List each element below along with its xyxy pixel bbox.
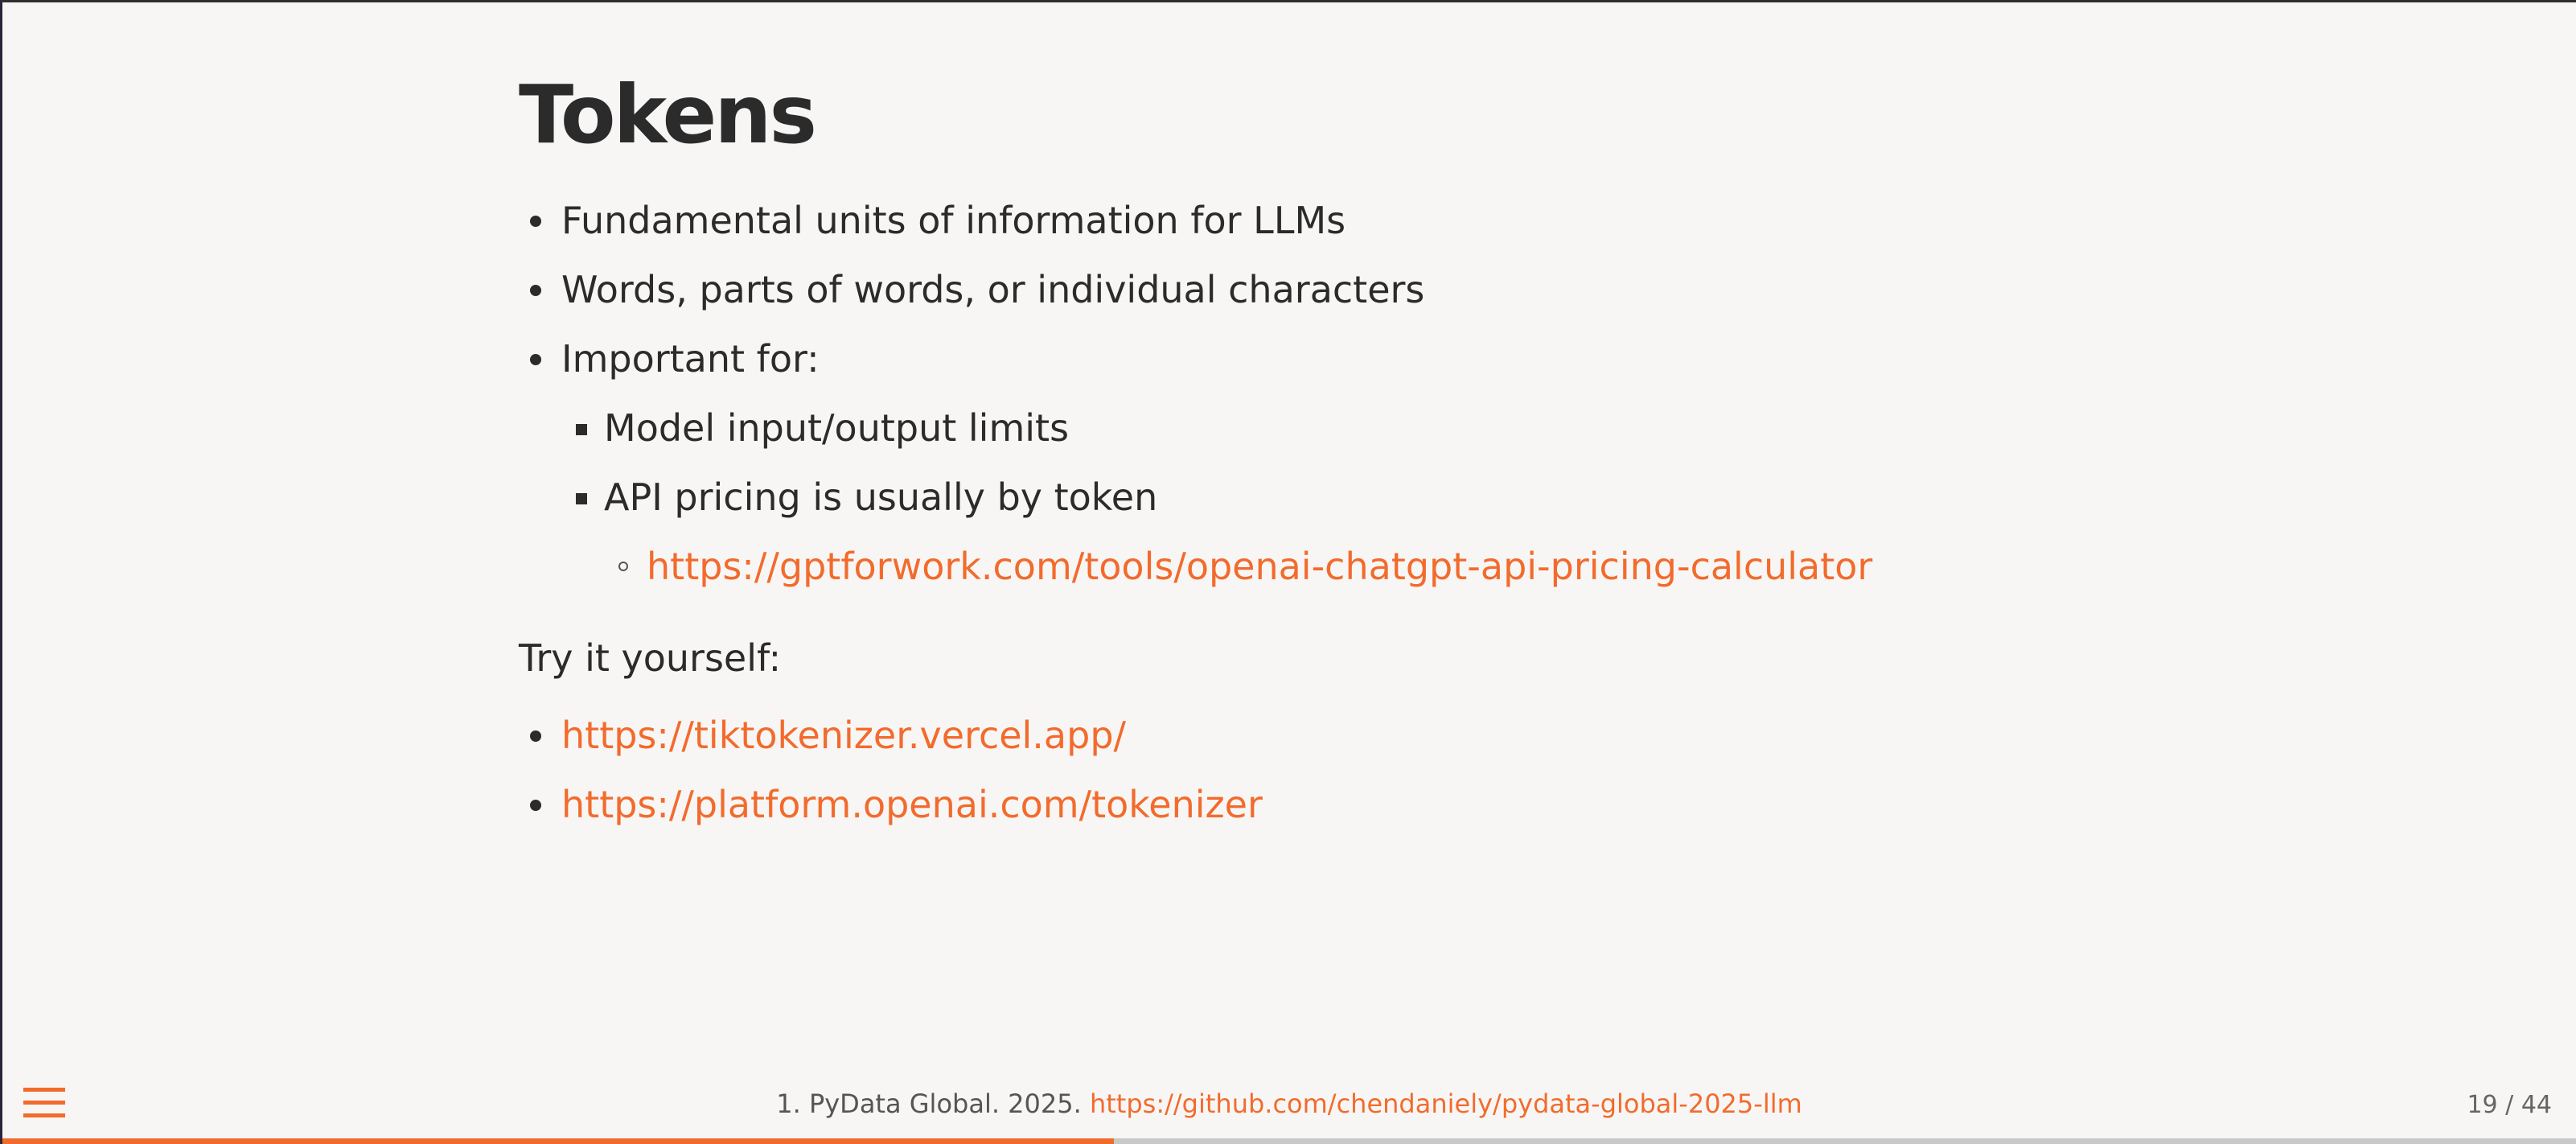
bullet-square-icon	[576, 424, 587, 435]
bullet-circle-icon	[618, 562, 628, 571]
footer-repo-link[interactable]: https://github.com/chendaniely/pydata-global-2025-llm	[1089, 1088, 1802, 1119]
tiktokenizer-link[interactable]: https://tiktokenizer.vercel.app/	[561, 714, 1127, 757]
pricing-calculator-link[interactable]: https://gptforwork.com/tools/openai-chatgpt-api-pricing-calculator	[647, 545, 1873, 588]
bullet-text: Fundamental units of information for LLMs	[561, 199, 1346, 242]
bullet-disc-icon	[530, 800, 541, 811]
progress-bar[interactable]	[2, 1138, 2576, 1144]
try-links-list	[519, 701, 2127, 839]
footer-text: 1. PyData Global. 2025.	[776, 1088, 1082, 1119]
list-item	[519, 324, 2127, 601]
sub-sub-bullet-list	[604, 532, 2127, 601]
bullet-list	[519, 186, 2127, 601]
list-item	[519, 255, 2127, 324]
list-item	[519, 770, 2127, 839]
bullet-disc-icon	[530, 216, 541, 227]
list-item	[561, 393, 2127, 463]
list-item	[519, 701, 2127, 770]
bullet-square-icon	[576, 493, 587, 504]
progress-bar-fill	[2, 1138, 1114, 1144]
openai-tokenizer-link[interactable]: https://platform.openai.com/tokenizer	[561, 783, 1263, 826]
list-item	[519, 186, 2127, 255]
bullet-disc-icon	[530, 285, 541, 296]
sub-bullet-text: Model input/output limits	[604, 406, 1070, 450]
slide-title: Tokens	[519, 68, 815, 162]
bullet-text: Words, parts of words, or individual characters	[561, 268, 1425, 311]
slide-content	[519, 59, 2127, 839]
bullet-disc-icon	[530, 354, 541, 365]
list-item	[604, 532, 2127, 601]
slide-number: 19 / 44	[2467, 1091, 2552, 1119]
sub-bullet-text: API pricing is usually by token	[604, 475, 1158, 519]
sub-bullet-list	[561, 393, 2127, 601]
bullet-text: Important for:	[561, 337, 820, 381]
hamburger-menu-icon[interactable]	[23, 1084, 65, 1121]
slide-footer	[2, 1088, 2576, 1120]
bullet-disc-icon	[530, 730, 541, 742]
list-item	[561, 463, 2127, 601]
try-it-text: Try it yourself:	[519, 636, 782, 680]
